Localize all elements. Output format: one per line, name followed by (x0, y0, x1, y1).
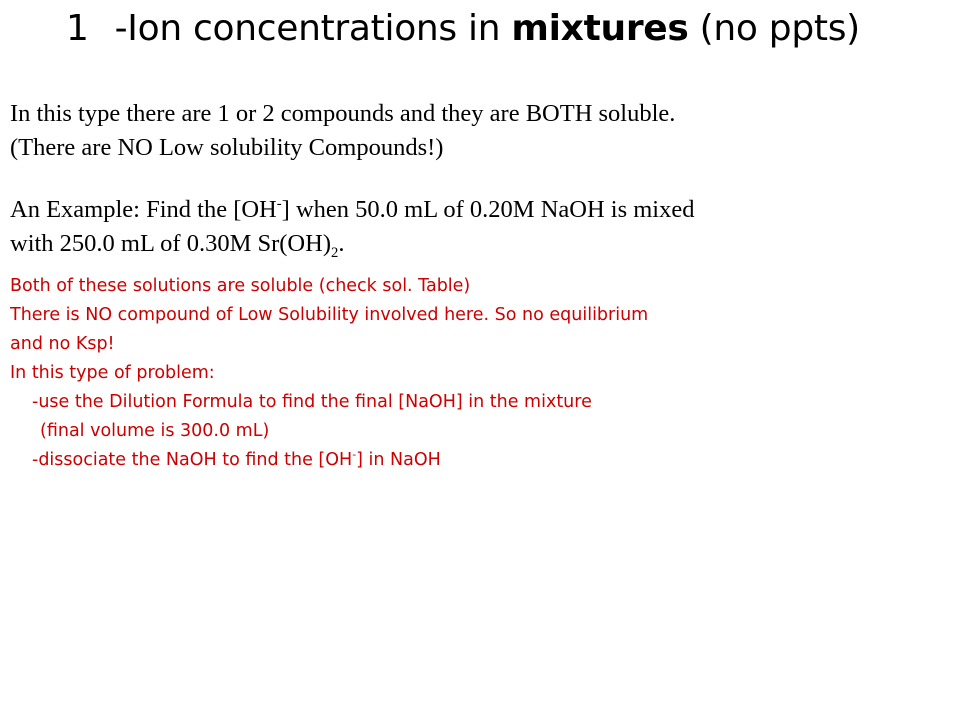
note-line-7 (10, 446, 648, 475)
example-line-1-part-b: ] when 50.0 mL of 0.20M NaOH is mixed (281, 196, 695, 223)
example-line-2-part-a: with 250.0 mL of 0.30M Sr(OH) (10, 230, 331, 257)
note-line-2: There is NO compound of Low Solubility involved here. So no equilibrium (10, 305, 649, 325)
subscript-two: 2 (330, 244, 339, 261)
note-line-3: and no Ksp! (10, 334, 115, 354)
title-emphasis: mixtures (511, 8, 689, 49)
note-superscript-minus: - (352, 448, 357, 462)
intro-line-1: In this type there are 1 or 2 compounds and they are BOTH soluble. (10, 100, 676, 127)
example-line-2 (10, 227, 694, 261)
intro-line-2: (There are NO Low solubility Compounds!) (10, 134, 444, 161)
example-line-1-part-a: An Example: Find the [OH (10, 196, 277, 223)
title-text-before: -Ion concentrations in (114, 8, 512, 49)
title-number: 1 (66, 8, 89, 49)
example-line-1 (10, 193, 694, 227)
superscript-minus: - (276, 195, 282, 212)
solution-notes (10, 272, 648, 475)
intro-paragraph (10, 97, 675, 165)
note-line-4: In this type of problem: (10, 363, 215, 383)
note-line-6: (final volume is 300.0 mL) (40, 421, 270, 441)
example-paragraph (10, 193, 694, 261)
note-line-5: -use the Dilution Formula to find the final [NaOH] in the mixture (32, 392, 592, 412)
note-line-1: Both of these solutions are soluble (check sol. Table) (10, 276, 471, 296)
note-line-7-part-b: ] in NaOH (356, 450, 441, 470)
slide-title (66, 8, 860, 49)
note-line-7-part-a: -dissociate the NaOH to find the [OH (32, 450, 353, 470)
title-text-after: (no ppts) (688, 8, 860, 49)
example-line-2-part-b: . (338, 230, 345, 257)
